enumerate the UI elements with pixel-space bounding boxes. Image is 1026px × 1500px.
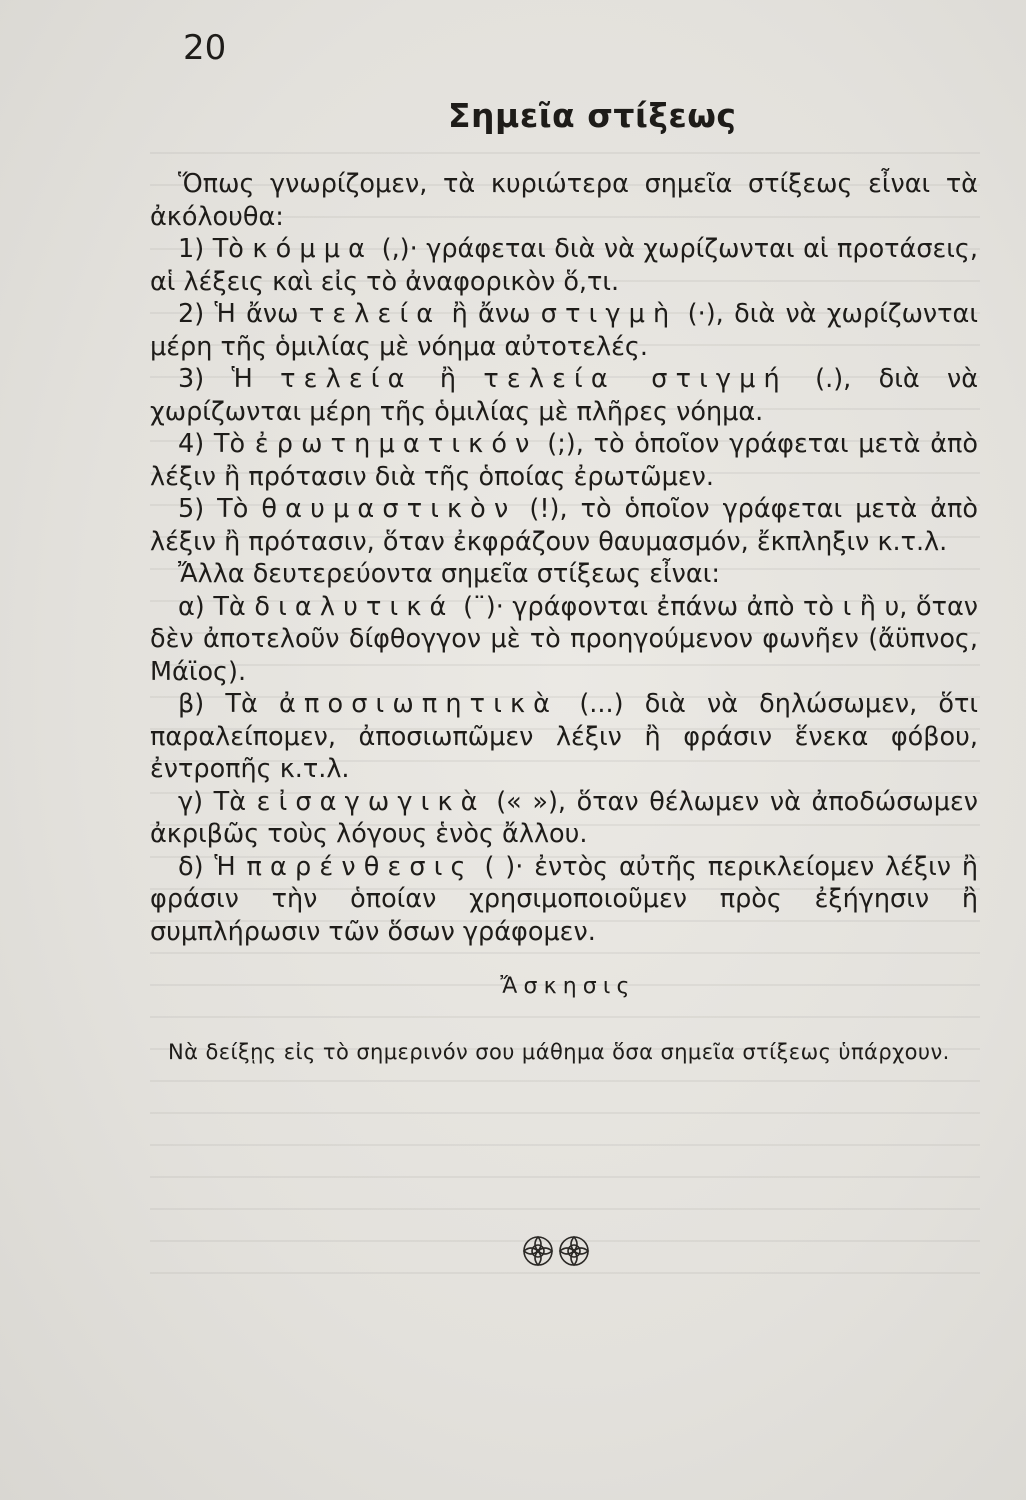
page-number: 20 bbox=[183, 28, 227, 68]
item-term: τελεία bbox=[280, 364, 413, 394]
exercise-heading: Ἄσκησις bbox=[500, 974, 636, 999]
secondary-intro: Ἄλλα δευτερεύοντα σημεῖα στίξεως εἶναι: bbox=[178, 559, 720, 589]
item-description: (·), διὰ νὰ χωρίζωνται μέρη τῆς ὁμιλίας μὲ νόημα αὐτοτελές. bbox=[150, 299, 978, 362]
item-number: 5) Τὸ bbox=[178, 494, 249, 524]
item-upper-stop bbox=[150, 298, 978, 363]
floral-ornament-icon bbox=[520, 1232, 592, 1270]
item-term: διαλυτικά bbox=[254, 591, 455, 622]
page-title: Σημεῖα στίξεως bbox=[448, 96, 737, 135]
item-parenthesis bbox=[150, 851, 978, 949]
item-term: παρένθεσις bbox=[246, 851, 474, 882]
item-description: (...) διὰ νὰ δηλώσωμεν, ὅτι παραλείπομεν, ἀποσιωπῶμεν λέξιν ἢ φράσιν ἕνεκα φόβου, ἐντροπῆς κ.τ.λ. bbox=[150, 689, 979, 784]
item-term: εἰσαγωγικὰ bbox=[256, 786, 486, 817]
item-description: (,)· γράφεται διὰ νὰ χωρίζωνται αἱ προτάσεις, αἱ λέξεις καὶ εἰς τὸ ἀναφορικὸν ὅ,τι. bbox=[150, 234, 978, 297]
item-comma bbox=[150, 233, 978, 298]
item-number: 4) Τὸ bbox=[178, 429, 246, 459]
item-description: (!), τὸ ὁποῖον γράφεται μετὰ ἀπὸ λέξιν ἢ πρότασιν, ὅταν ἐκφράζουν θαυμασμόν, ἔκπληξιν κ.τ.λ. bbox=[150, 494, 979, 557]
item-question-mark bbox=[150, 428, 978, 493]
intro-paragraph: Ὅπως γνωρίζομεν, τὰ κυριώτερα σημεῖα στίξεως εἶναι τὰ ἀκόλουθα: bbox=[150, 169, 978, 232]
item-number: γ) Τὰ bbox=[178, 786, 247, 817]
item-description: (.), διὰ νὰ χωρίζωνται μέρη τῆς ὁμιλίας μὲ πλῆρες νόημα. bbox=[150, 364, 979, 427]
item-number: 2) Ἡ ἄνω bbox=[178, 299, 299, 329]
item-full-stop bbox=[150, 363, 978, 428]
item-description: (;), τὸ ὁποῖον γράφεται μετὰ ἀπὸ λέξιν ἢ πρότασιν διὰ τῆς ὁποίας ἐρωτῶμεν. bbox=[150, 429, 978, 492]
item-exclamation bbox=[150, 493, 978, 558]
exercise-text: Νὰ δείξῃς εἰς τὸ σημερινόν σου μάθημα ὅσα σημεῖα στίξεως ὑπάρχουν. bbox=[168, 1040, 950, 1064]
item-number: α) Τὰ bbox=[178, 591, 246, 622]
item-number: 3) Ἡ bbox=[178, 364, 253, 394]
item-quotes bbox=[150, 786, 978, 851]
item-term: ἐρωτηματικόν bbox=[254, 429, 538, 459]
item-term: κόμμα bbox=[252, 234, 374, 264]
item-diaeresis bbox=[150, 591, 978, 689]
item-term-alt: τελεία στιγμή bbox=[483, 364, 788, 394]
body-text bbox=[150, 168, 978, 948]
item-description: (« »), ὅταν θέλωμεν νὰ ἀποδώσωμεν ἀκριβῶς τοὺς λόγους ἑνὸς ἄλλου. bbox=[150, 786, 979, 849]
item-number: δ) Ἡ bbox=[178, 851, 236, 882]
item-connector: ἢ bbox=[439, 364, 457, 394]
item-term: θαυμαστικὸν bbox=[261, 494, 517, 524]
item-term-alt: στιγμὴ bbox=[540, 299, 678, 329]
item-term: τελεία bbox=[308, 299, 442, 329]
item-description: ( )· ἐντὸς αὐτῆς περικλείομεν λέξιν ἢ φράσιν τὴν ὁποίαν χρησιμοποιοῦμεν πρὸς ἐξήγησιν ἢ συμπλήρωσιν τῶν ὅσων γράφομεν. bbox=[150, 851, 979, 947]
item-term: ἀποσιωπητικὰ bbox=[278, 689, 559, 719]
item-ellipsis bbox=[150, 688, 978, 786]
item-number: β) Τὰ bbox=[178, 689, 258, 719]
item-description: (¨)· γράφονται ἐπάνω ἀπὸ τὸ ι ἢ υ, ὅταν δὲν ἀποτελοῦν δίφθογγον μὲ τὸ προηγούμενον φωνῆεν (ἄϋπνος, Μάϊος). bbox=[150, 591, 979, 687]
item-connector: ἢ ἄνω bbox=[451, 299, 531, 329]
item-number: 1) Τὸ bbox=[178, 234, 244, 264]
